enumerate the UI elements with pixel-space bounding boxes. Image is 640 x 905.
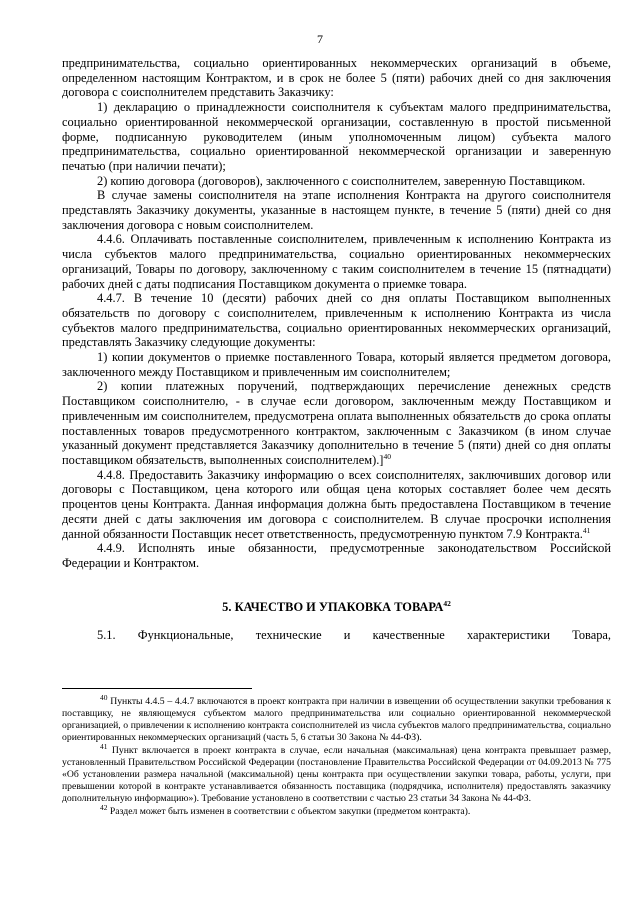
footnote-divider bbox=[62, 688, 252, 689]
footnotes bbox=[62, 692, 611, 819]
paragraph: В случае замены соисполнителя на этапе исполнения Контракта на другого соисполнителя представлять Заказчику документы, указанные в настоящем пункте, в течение 5 (пяти) дней со дня заключения договора с новым соисполнителем. bbox=[62, 188, 611, 232]
section-heading bbox=[62, 600, 611, 615]
paragraph: 1) копии документов о приемке поставленного Товара, который является предметом договора, заключенного между Поставщиком и привлеченным им соисполнителем; bbox=[62, 350, 611, 379]
footnote-ref-40[interactable]: 40 bbox=[383, 451, 391, 461]
section-heading-text: 5. КАЧЕСТВО И УПАКОВКА ТОВАРА bbox=[222, 599, 444, 614]
footnote-number: 41 bbox=[100, 741, 108, 751]
footnote-ref-42[interactable]: 42 bbox=[443, 598, 451, 608]
footnote-text: Пункт включается в проект контракта в случае, если начальная (максимальная) цена контракта превышает размер, установленный Правительством Российской Федерации (постановление Правительства Российской Федерации от 04.09.2013 № 775 «Об установлении размера начальной (максимальной) цены контракта при осуществлении закупки товара, работы, услуги, при превышении которой в контракте устанавливается обязанность поставщика (подрядчика, исполнителя) предоставлять заказчику дополнительную информацию»). Требование установлено в соответствии с частью 23 статьи 34 Закона № 44-ФЗ. bbox=[62, 745, 611, 804]
paragraph-text: 2) копии платежных поручений, подтверждающих перечисление денежных средств Поставщиком соисполнителю, - в случае если договором, заключенным между Поставщиком и привлеченным им соисполнителем, предусмотрена оплата выполненных обязательств до срока оплаты поставленных товаров предусмотренного контрактом, заключенным с Заказчиком (в ином случае указанный документ представляется Заказчику дополнительно в течение 5 (пяти) дней со дня оплаты поставщиком обязательств, выполненных соисполнителем).] bbox=[62, 379, 611, 467]
footnote-41 bbox=[62, 741, 611, 805]
paragraph: 1) декларацию о принадлежности соисполнителя к субъектам малого предпринимательства, социально ориентированной некоммерческой организации, составленную в простой письменной форме, подписанную руководителем (иным уполномоченным лицом) субъекта малого предпринимательства, социально ориентированной некоммерческой организации и заверенную печатью (при наличии печати); bbox=[62, 100, 611, 173]
document-body bbox=[62, 56, 611, 643]
paragraph: 4.4.9. Исполнять иные обязанности, предусмотренные законодательством Российской Федерации и Контрактом. bbox=[62, 541, 611, 570]
footnote-40 bbox=[62, 692, 611, 744]
footnote-text: Пункты 4.4.5 – 4.4.7 включаются в проект контракта при наличии в извещении об осуществлении закупки требования к поставщику, не являющемуся субъектом малого предпринимательства или социально ориентированной некоммерческой организацией, о привлечении к исполнению контракта соисполнителей из числа субъектов малого предпринимательства, социально ориентированных некоммерческих организаций (часть 5, 6 статьи 30 Закона № 44-ФЗ). bbox=[62, 696, 611, 743]
footnote-text: Раздел может быть изменен в соответствии с объектом закупки (предметом контракта). bbox=[107, 806, 471, 817]
footnote-ref-41[interactable]: 41 bbox=[582, 525, 591, 535]
paragraph: 2) копию договора (договоров), заключенного с соисполнителем, заверенную Поставщиком. bbox=[97, 173, 586, 188]
footnote-42 bbox=[62, 802, 611, 818]
paragraph: предпринимательства, социально ориентированных некоммерческих организаций в объеме, определенном настоящим Контрактом, и в срок не более 5 (пяти) рабочих дней со дня заключения договора с соисполнителем представить Заказчику: bbox=[62, 56, 611, 100]
paragraph: 5.1. Функциональные, технические и качественные характеристики Товара, bbox=[97, 628, 611, 643]
footnote-number: 40 bbox=[100, 692, 108, 702]
paragraph-text: 4.4.8. Предоставить Заказчику информацию о всех соисполнителях, заключивших договор или договоры с Поставщиком, цена которого или общая цена которых составляет более чем десять процентов цены Контракта. Данная информация должна быть предоставлена Поставщиком в течение десяти дней с даты заключения им договора с соисполнителем. В случае просрочки исполнения данной обязанности Поставщик несет ответственность, предусмотренную пунктом 7.9 Контракта. bbox=[62, 467, 611, 541]
page-number: 7 bbox=[317, 32, 323, 46]
footnote-number: 42 bbox=[100, 802, 108, 812]
paragraph-with-footnote bbox=[62, 468, 611, 542]
paragraph-with-footnote bbox=[62, 379, 611, 467]
paragraph: 4.4.7. В течение 10 (десяти) рабочих дней со дня оплаты Поставщиком выполненных обязательств по договору с соисполнителем, привлеченным к исполнению Контракта из числа субъектов малого предпринимательства, социально ориентированных некоммерческих организаций, представлять Заказчику следующие документы: bbox=[62, 291, 611, 350]
paragraph: 4.4.6. Оплачивать поставленные соисполнителем, привлеченным к исполнению Контракта из числа субъектов малого предпринимательства, социально ориентированных некоммерческих организаций, Товары по договору, заключенному с таким соисполнителем в течение 15 (пятнадцати) рабочих дней с даты подписания Поставщиком документа о приемке товара. bbox=[62, 232, 611, 291]
